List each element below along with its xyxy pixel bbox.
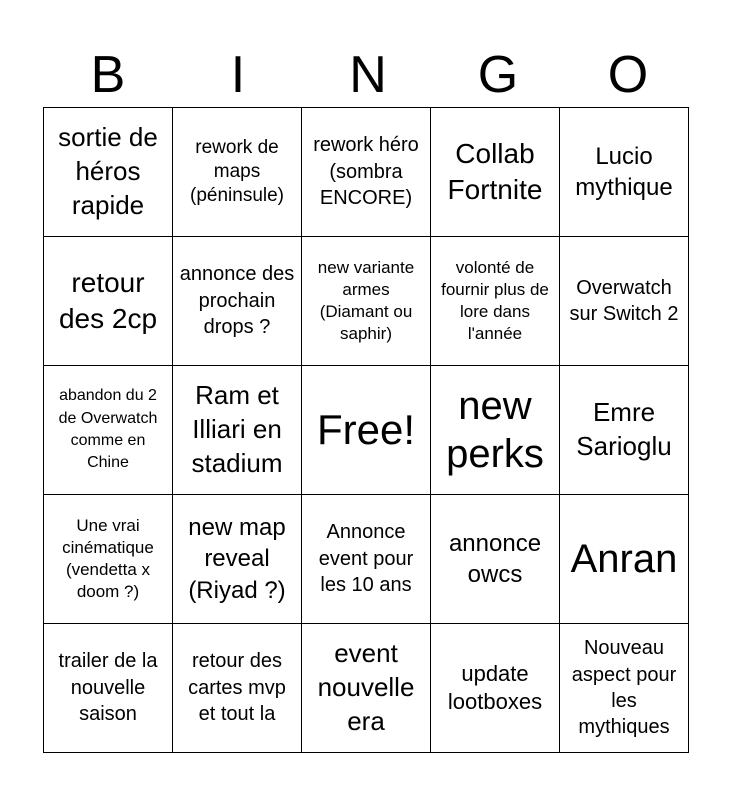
cell-text: Overwatch sur Switch 2	[569, 276, 679, 325]
bingo-cell[interactable]	[44, 366, 173, 495]
bingo-cell[interactable]	[302, 237, 431, 366]
cell-text: update lootboxes	[447, 660, 543, 714]
cell-text: rework de maps (péninsule)	[190, 136, 284, 207]
cell-text: trailer de la nouvelle saison	[58, 650, 158, 726]
bingo-cell[interactable]	[44, 624, 173, 753]
cell-text: Collab Fortnite	[447, 137, 543, 205]
bingo-cell[interactable]	[44, 495, 173, 624]
cell-text: Ram et Illiari en stadium	[191, 380, 283, 478]
bingo-cell[interactable]	[560, 366, 689, 495]
header-letter-b: B	[90, 46, 126, 104]
bingo-cell[interactable]	[431, 237, 560, 366]
cell-text: event nouvelle era	[317, 638, 415, 736]
cell-text: abandon du 2 de Overwatch comme en Chine	[58, 387, 158, 472]
header-letter-i: I	[230, 46, 246, 104]
bingo-cell[interactable]	[302, 624, 431, 753]
bingo-cell[interactable]	[560, 237, 689, 366]
cell-text: Emre Sarioglu	[576, 397, 672, 461]
free-space-cell[interactable]	[302, 366, 431, 495]
cell-text: new map reveal (Riyad ?)	[188, 514, 286, 604]
cell-text: Une vrai cinématique (vendetta x doom ?)	[62, 515, 154, 602]
cell-text: retour des cartes mvp et tout la	[188, 650, 286, 726]
bingo-cell[interactable]	[44, 108, 173, 237]
bingo-cell[interactable]	[44, 237, 173, 366]
bingo-cell[interactable]	[431, 366, 560, 495]
bingo-cell[interactable]	[560, 624, 689, 753]
bingo-cell[interactable]	[560, 495, 689, 624]
bingo-cell[interactable]	[173, 366, 302, 495]
bingo-cell[interactable]	[431, 108, 560, 237]
cell-text: Annonce event pour les 10 ans	[318, 521, 414, 597]
cell-text: annonce owcs	[448, 529, 542, 588]
bingo-cell[interactable]	[173, 108, 302, 237]
cell-text: sortie de héros rapide	[58, 122, 158, 220]
bingo-cell[interactable]	[302, 495, 431, 624]
header-letter-n: N	[349, 46, 387, 104]
bingo-cell[interactable]	[173, 237, 302, 366]
free-space-text: Free!	[316, 405, 416, 453]
bingo-cell[interactable]	[173, 624, 302, 753]
bingo-grid	[43, 107, 689, 753]
cell-text: volonté de fournir plus de lore dans l'année	[441, 257, 549, 344]
bingo-cell[interactable]	[173, 495, 302, 624]
cell-text: new variante armes (Diamant ou saphir)	[317, 257, 415, 344]
header-letter-o: O	[607, 46, 649, 104]
cell-text: rework héro (sombra ENCORE)	[313, 134, 419, 210]
bingo-cell[interactable]	[560, 108, 689, 237]
bingo-cell[interactable]	[431, 495, 560, 624]
cell-text: annonce des prochain drops ?	[179, 263, 295, 339]
cell-text: Lucio mythique	[575, 142, 673, 201]
cell-text: Nouveau aspect pour les mythiques	[571, 637, 677, 739]
bingo-cell[interactable]	[431, 624, 560, 753]
header-letter-g: G	[477, 46, 519, 104]
cell-text: new perks	[446, 384, 544, 476]
bingo-cell[interactable]	[302, 108, 431, 237]
cell-text: retour des 2cp	[58, 266, 158, 334]
cell-text: Anran	[570, 537, 678, 581]
bingo-header	[43, 42, 693, 108]
